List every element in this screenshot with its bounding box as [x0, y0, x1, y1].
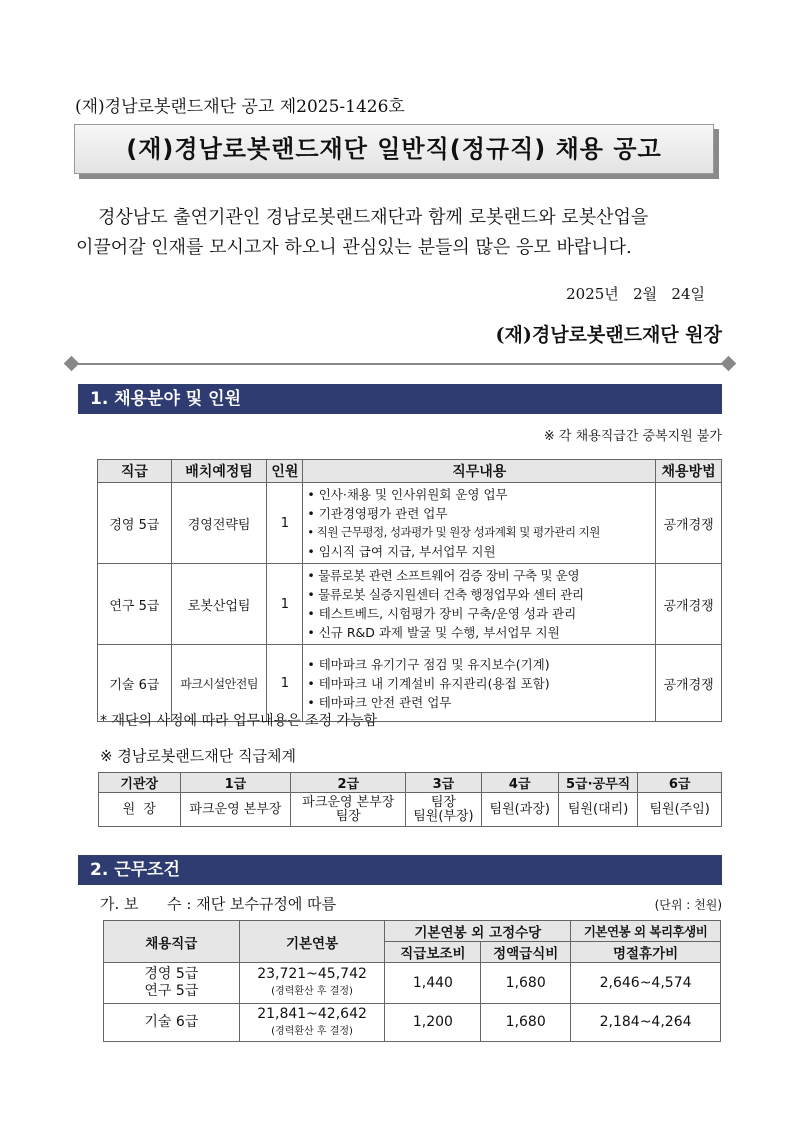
duty-item: • 기관경영평가 관련 업무: [307, 506, 448, 521]
row-method: 공개경쟁: [656, 645, 722, 722]
pay-subheading: 가. 보 수 : 재단 보수규정에 따름: [100, 895, 337, 913]
col-count: 인원: [267, 460, 303, 483]
grade-value-row: [99, 793, 722, 827]
pay-holiday: 2,646~4,574: [571, 963, 721, 1004]
grade-cell: 팀원(대리): [558, 793, 637, 827]
grade-header-cell: 3급: [406, 773, 481, 793]
grade-header-cell: 6급: [638, 773, 722, 793]
table-row: [98, 483, 722, 564]
pay-allowance: 1,440: [385, 963, 481, 1004]
table-row: [104, 963, 721, 1004]
grade-header-cell: 기관장: [99, 773, 181, 793]
section1-header: 1. 채용분야 및 인원: [78, 384, 722, 414]
table-row: [104, 1004, 721, 1042]
duty-item: • 임시직 급여 지급, 부서업무 지원: [307, 544, 496, 559]
pay-col-allowance: 직급보조비: [385, 942, 481, 963]
pay-base-note: (경력환산 후 결정): [271, 986, 353, 997]
remark-note: * 재단의 사정에 따라 업무내용은 조정 가능함: [100, 713, 378, 729]
grade-cell: 팀원(주임): [638, 793, 722, 827]
pay-base-note: (경력환산 후 결정): [271, 1025, 353, 1037]
pay-base-value: 21,841~42,642: [257, 1005, 367, 1022]
duty-item: • 테스트베드, 시험평가 장비 구축/운영 성과 관리: [307, 606, 577, 621]
row-duties: [303, 483, 656, 564]
notice-date: 2025년 2월 24일: [566, 285, 705, 303]
pay-grade: 경영 5급 연구 5급: [104, 963, 240, 1004]
grade-cell: 파크운영 본부장: [180, 793, 291, 827]
duty-item: • 테마파크 안전 관련 업무: [307, 694, 452, 710]
divider-line: [70, 363, 730, 365]
grade-cell: 원 장: [99, 793, 181, 827]
grade-header-cell: 1급: [180, 773, 291, 793]
col-team: 배치예정팀: [171, 460, 267, 483]
grade-system-table: [98, 772, 722, 827]
duplicate-note: ※ 각 채용직급간 중복지원 불가: [543, 429, 722, 444]
row-team: 경영전략팀: [171, 483, 267, 564]
recruit-header-row: [98, 460, 722, 483]
grade-header-cell: 5급·공무직: [558, 773, 637, 793]
table-row: [98, 564, 722, 645]
pay-meal: 1,680: [481, 1004, 571, 1042]
row-count: 1: [267, 564, 303, 645]
duty-item: • 직원 근무평정, 성과평가 및 원장 성과계획 및 평가관리 지원: [307, 525, 600, 539]
col-duty: 직무내용: [303, 460, 656, 483]
row-grade: 기술 6급: [98, 645, 172, 722]
grade-header-row: [99, 773, 722, 793]
intro-paragraph: [78, 203, 728, 263]
pay-header-row-1: [104, 921, 721, 942]
grade-cell: 팀원(과장): [481, 793, 558, 827]
duty-item: • 인사·채용 및 인사위원회 운영 업무: [307, 487, 508, 502]
duty-item: • 물류로봇 실증지원센터 건축 행정업무와 센터 관리: [307, 587, 584, 602]
row-method: 공개경쟁: [656, 564, 722, 645]
row-grade: 경영 5급: [98, 483, 172, 564]
grade-header-cell: 4급: [481, 773, 558, 793]
row-grade: 연구 5급: [98, 564, 172, 645]
pay-col-fixed-group: 기본연봉 외 고정수당: [385, 921, 571, 942]
section2-header: 2. 근무조건: [78, 855, 722, 885]
row-team: 파크시설안전팀: [171, 645, 267, 722]
row-duties: [303, 564, 656, 645]
org-signature: (재)경남로봇랜드재단 원장: [495, 324, 722, 346]
col-method: 채용방법: [656, 460, 722, 483]
intro-line-1: 경상남도 출연기관인 경남로봇랜드재단과 함께 로봇랜드와 로봇산업을: [98, 207, 649, 228]
row-team: 로봇산업팀: [171, 564, 267, 645]
row-method: 공개경쟁: [656, 483, 722, 564]
recruit-table: [97, 459, 722, 722]
pay-base: [239, 963, 385, 1004]
pay-col-base: 기본연봉: [239, 921, 385, 963]
pay-holiday: 2,184~4,264: [571, 1004, 721, 1042]
grade-cell: 파크운영 본부장 팀장: [291, 793, 406, 827]
intro-line-2: 이끌어갈 인재를 모시고자 하오니 관심있는 분들의 많은 응모 바랍니다.: [76, 237, 632, 258]
divider-right-diamond: [721, 356, 737, 372]
page-title: (재)경남로봇랜드재단 일반직(정규직) 채용 공고: [74, 124, 714, 174]
pay-col-welfare-group: 기본연봉 외 복리후생비: [571, 921, 721, 942]
pay-base: [239, 1004, 385, 1042]
unit-note: (단위 : 천원): [654, 898, 722, 912]
pay-grade: 기술 6급: [104, 1004, 240, 1042]
divider-left-diamond: [64, 356, 80, 372]
pay-col-grade: 채용직급: [104, 921, 240, 963]
duty-item: • 테마파크 내 기계설비 유지관리(용접 포함): [307, 675, 550, 691]
pay-allowance: 1,200: [385, 1004, 481, 1042]
pay-meal: 1,680: [481, 963, 571, 1004]
duty-item: • 물류로봇 관련 소프트웨어 검증 장비 구축 및 운영: [307, 568, 580, 583]
duty-item: • 신규 R&D 과제 발굴 및 수행, 부서업무 지원: [307, 625, 560, 640]
grade-header-cell: 2급: [291, 773, 406, 793]
duty-item: • 테마파크 유기기구 점검 및 유지보수(기계): [307, 656, 550, 672]
row-count: 1: [267, 483, 303, 564]
pay-table: [103, 920, 721, 1042]
pay-col-meal: 정액급식비: [481, 942, 571, 963]
notice-number: (재)경남로봇랜드재단 공고 제2025-1426호: [75, 97, 405, 117]
grade-cell: 팀장 팀원(부장): [406, 793, 481, 827]
pay-col-holiday: 명절휴가비: [571, 942, 721, 963]
row-count: 1: [267, 645, 303, 722]
grade-system-title: ※ 경남로봇랜드재단 직급체계: [100, 747, 296, 765]
pay-base-value: 23,721~45,742: [257, 966, 367, 982]
col-grade: 직급: [98, 460, 172, 483]
